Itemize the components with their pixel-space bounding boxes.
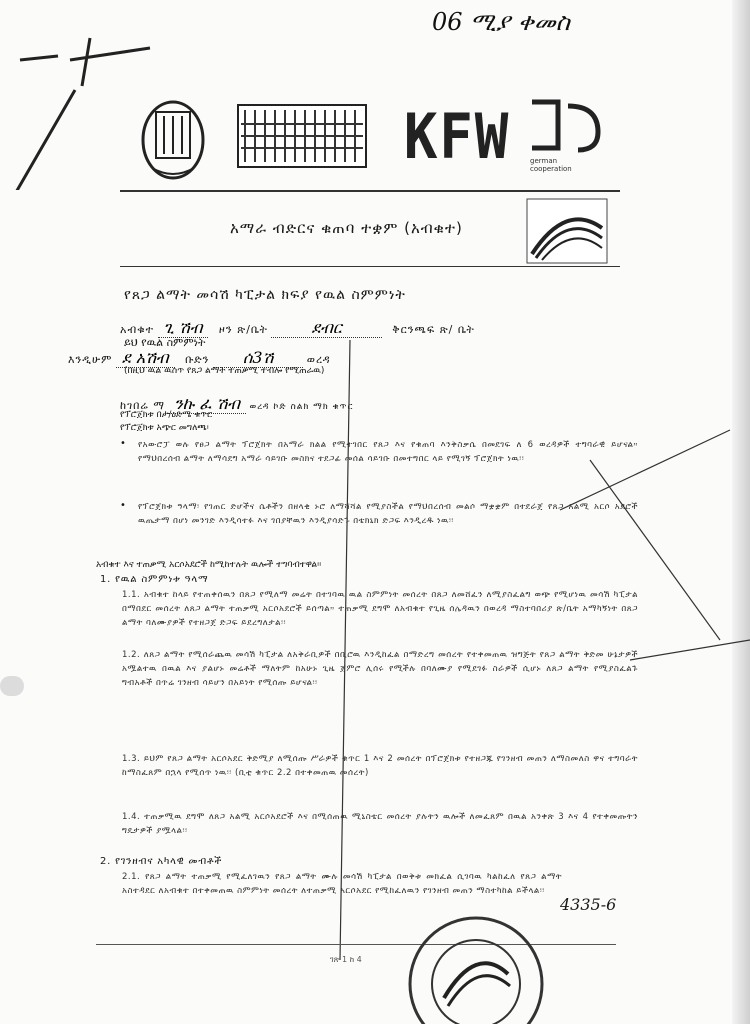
field-2-label: ዞን ጽ/ቤት xyxy=(218,323,268,336)
field-row-5 xyxy=(68,348,331,368)
handwritten-annotation: 06 ሚያ ቀመስ xyxy=(432,8,570,36)
field-1-label: አብቁተ xyxy=(120,323,155,336)
patterned-flag-logo xyxy=(237,104,367,168)
field-2-value: ደብር xyxy=(271,318,381,338)
bullet-2-marker: • xyxy=(120,500,126,511)
paragraph-1-3: 1.3. ይህም የጸጋ ልማት አርሶአደር ቅድሚያ ለሚሰጡ ሥራዎች ቁጥር 1 እና 2 መሰረት በፕሮጀክቱ የተዘጋጁ የገንዘብ መጠን ለማስመለስ ዋና ተግባራት ከማስፈጸም በኋላ የሚሰጥ ነዉ፡፡ (ቢቲ ቁጥር 2.2 በተቀመጠዉ መሰረት) xyxy=(122,754,638,778)
page-number: ገጽ 1 ከ 4 xyxy=(330,955,362,964)
german-cooperation-logo xyxy=(528,98,608,154)
section-1-heading: 1. የዉል ስምምነቱ ዓላማ xyxy=(100,574,209,585)
document-heading: የጸጋ ልማት መሳሽ ካፒታል ክፍያ የዉል ስምምነት xyxy=(124,287,406,303)
field-6-value: ሰ3ሽ xyxy=(213,348,303,368)
field-5-label: እንዲሁም xyxy=(68,353,113,366)
official-round-stamp xyxy=(404,914,554,1024)
field-9-label: የፕሮጀክቱ በታ/ዕድሜ ቁጥር xyxy=(120,410,213,420)
paragraph-1-4: 1.4. ተጠቃሚዉ ደግሞ ለጸጋ አልሚ አርሶአደሮች እና በሚሰጠዉ ሚኒስቴር መሰረት ያሉትን ዉሎች ለመፈጸም በዉል አንቀጽ 3 እና 4 የተቀመጡትን ግዴታዎች ያሟላል፡፡ xyxy=(122,812,638,836)
paragraph-2-1: 2.1. የጸጋ ልማት ተጠቃሚ የሚፈለገዉን የጸጋ ልማት ሙሉ መሳሽ ካፒታል በወቅቱ መክፈል ሲገባዉ ካልከፈለ የጸጋ ልማት አስተዳደር ለአብቁተ በተቀመጠዉ ስምምነት መሰረት ለተጠቃሚ አርሶአደር የሚከፈለዉን የገንዘብ መጠን ማስተካከል ይችላል፡፡ xyxy=(122,872,562,896)
intro-line: አብቁተ እና ተጠቃሚ አርሶአደሮች ከሚከተሉት ዉሎች ተግባብተዋል፡፡ xyxy=(96,560,322,570)
field-6-label: ቡድን xyxy=(185,353,210,366)
field-4-label: ይህ የዉል ስምምነት xyxy=(124,336,206,349)
pen-stroke-marks xyxy=(0,30,160,190)
field-10-label: የፕሮጀክቱ አጭር መግለጫ፡ xyxy=(120,423,209,433)
title-rule xyxy=(120,266,620,267)
field-6-suffix: ወረዳ xyxy=(306,353,331,366)
paragraph-1-2: 1.2. ለጸጋ ልማት የሚሰራጨዉ መሳሽ ካፒታል ለአቅራቢዎች በቢሮዉ እንዲከፈል በማድረግ መሰረት የተቀመጠዉ ዝግጅት የጸጋ ልማት ቅድመ ሁኔታዎች አሟልተዉ በዉል እና ያልሆኑ መሬቶች ማለትም ከአሁኑ ጊዜ ጀምሮ ሊሰሩ የሚችሉ በባለሙያ የሚደገፉ ስራዎች ሲሆኑ ለጸጋ ልማት የሚያስፈልጉ ግብአቶች በጥሬ ገንዘብ ሳይሆን በአይነት የሚሰጡ ይሆናል፡፡ xyxy=(122,650,638,688)
german-cooperation-text: german cooperation xyxy=(530,157,572,173)
section-2-heading: 2. የገንዘብና አካላዊ መብቶች xyxy=(100,856,223,867)
field-7-label: (በዚህ ዉል ዉስጥ የጸጋ ልማት ተጠቃሚ ተብሎ የሚጠራዉ) xyxy=(124,366,325,376)
field-3-label: ቅርንጫፍ ጽ/ ቤት xyxy=(392,323,475,336)
field-8-suffix: ወረዳ ኮድ ስልክ ማክ ቁጥር xyxy=(249,402,354,412)
bullet-1-marker: • xyxy=(120,438,126,449)
bullet-1-text: የአውሮፓ ወሉ የፀጋ ልማት ፕሮጀክት በአማራ ክልል የሚተገበር የጸጋ እና የቁጠባ እንቅስቃሴ በመደገፍ ለ 6 ወረዳዎች ተግባራዊ ይሆናል። የማህበረሰብ ልማት ለማሳደግ አማራ ሳይገቡ መስክና ተደጋፊ መሰል ሳይገቡ በመተግበር ላይ የሚገኝ ፕሮጀክት ነዉ፡፡ xyxy=(138,440,638,464)
paragraph-1-1: 1.1. አብቁተ ከላይ የተጠቀሰዉን በጸጋ የሚለማ መሬት በተገባዉ ዉል ስምምነት መሰረት በጸጋ ለመሸፈን ለሚያስፈልግ ወጭ የሚሆነዉ መሳሽ ካፒታል በማበደር መሰረት ለጸጋ ልማት ተጠቃሚ አርሶአደሮች ይሰጣል። ተጠቃሚ ደግሞ ለአብቁተ የጊዜ ሰሌዳዉን በወረዳ ማስተባበሪያ ጽ/ቤት አማካኝነት በጸጋ ልማት ባለሙያዎች የተዘጋጀ ድጋፍ ይደረግለታል፡፡ xyxy=(122,590,638,628)
pen-line-marks xyxy=(330,340,750,960)
kfw-logo: KFW xyxy=(403,100,511,173)
field-row-1 xyxy=(120,318,475,338)
header-rule xyxy=(120,190,620,192)
field-1-value: ጊ ሽብ xyxy=(158,318,209,338)
acsi-logo xyxy=(526,198,608,264)
field-8-label: ከገበሬ ማ xyxy=(120,399,165,412)
punch-hole xyxy=(0,676,24,696)
field-5-value: ደ አሽብ xyxy=(116,348,175,368)
handwritten-stamp-number: 4335-6 xyxy=(560,895,617,914)
organization-title: አማራ ብድርና ቁጠባ ተቋም (አብቁተ) xyxy=(230,219,463,237)
amhara-emblem-logo xyxy=(138,98,208,188)
bullet-2-text: የፕሮጀክቱ ዓላማ፡ የገጠር ድሆችና ሴቶችን በዘላቂ ኑሮ ለማሻሻል የሚያስችል የማህበረሰብ መልሶ ማቋቋም በተደራጀ የጸጋ አልሚ አርሶ አደሮች ዉጤታማ በሆነ መንገድ እንዲሳተፉ እና ገበያቸዉን እንዲያሳድጉ በቴክኒክ ድጋፍ እንዲረዱ ነዉ፡፡ xyxy=(138,502,638,526)
field-8-value: ንኩ ፈ ሽብ xyxy=(168,394,246,414)
